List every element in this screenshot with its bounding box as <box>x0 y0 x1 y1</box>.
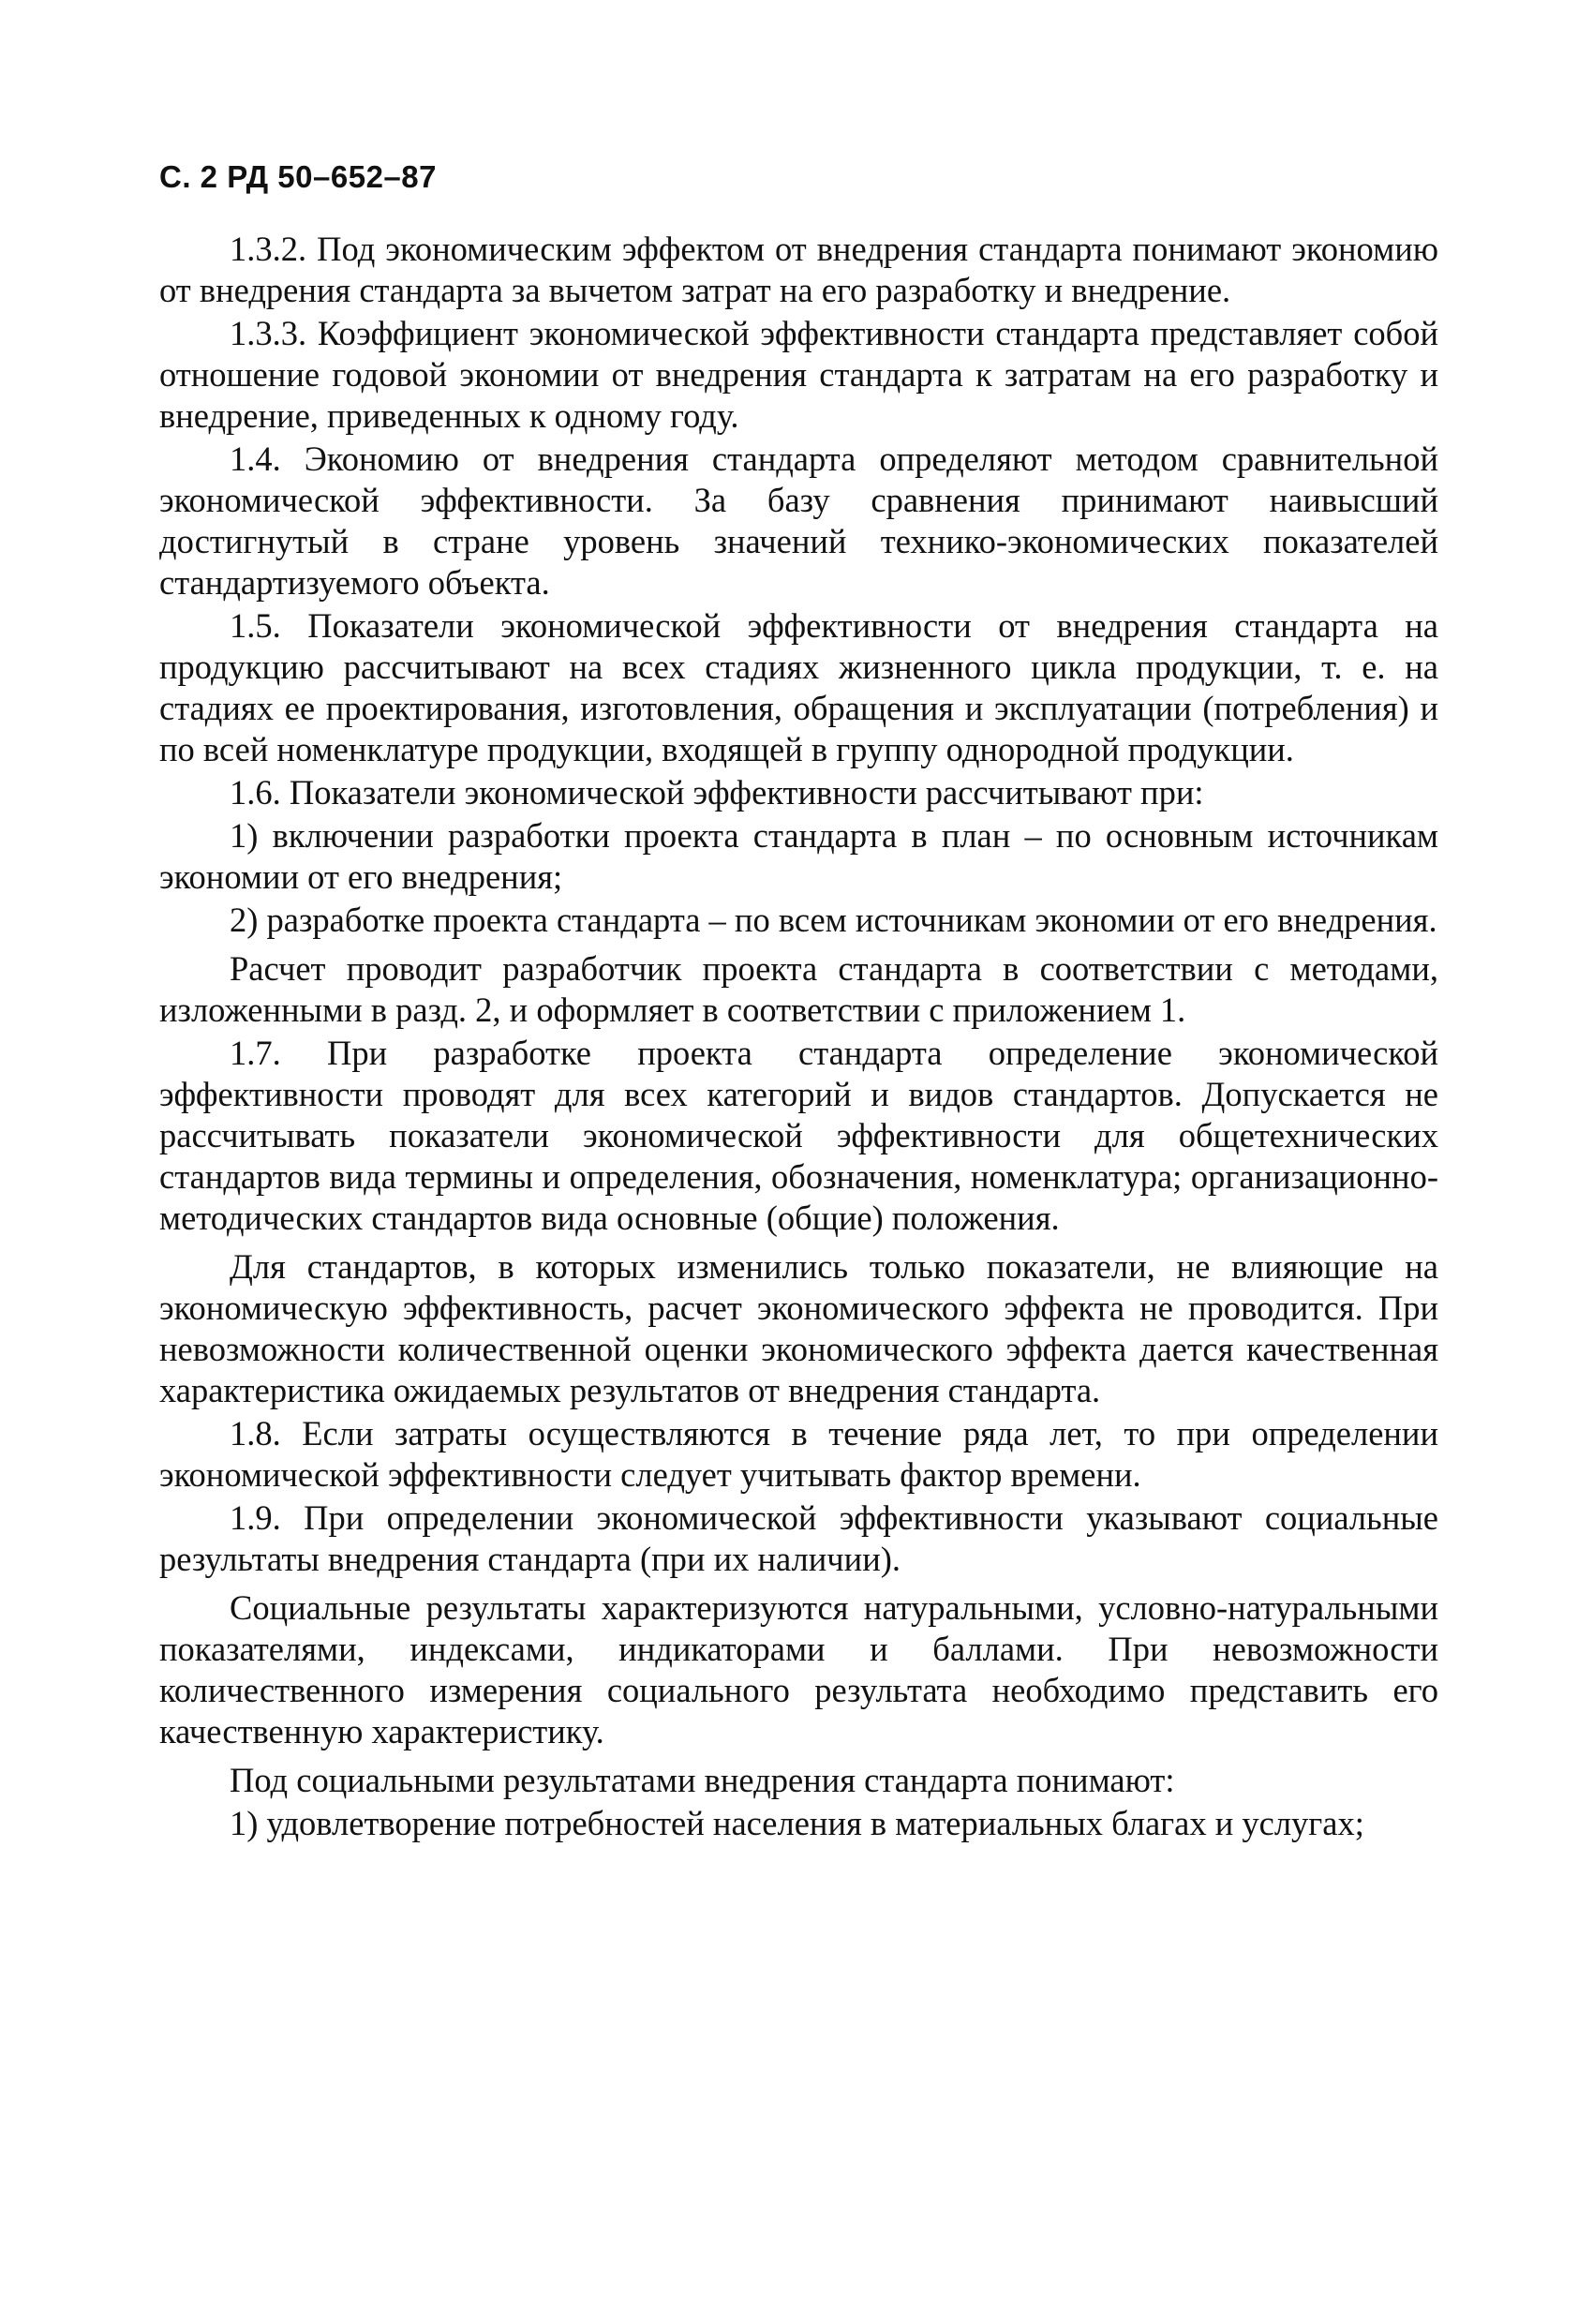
list-item-1-6-1: 1) включении разработки проекта стандарта в план – по основным источникам экономии от его внедрения; <box>159 816 1438 896</box>
paragraph-1-7: 1.7. При разработке проекта стандарта определение экономической эффективности проводят для всех категорий и видов стандартов. Допускается не рассчитывать показатели экономической эффективности для общетехнических стандартов вида термины и определения, обозначения, номенклатура; организационно-методических стандартов вида основные (общие) положения. <box>159 1034 1438 1237</box>
paragraph-1-3-2: 1.3.2. Под экономическим эффектом от внедрения стандарта понимают экономию от внедрения стандарта за вычетом затрат на его разработку и внедрение. <box>159 230 1438 309</box>
document-page <box>159 159 1438 2258</box>
paragraph-1-6: 1.6. Показатели экономической эффективности рассчитывают при: <box>230 773 1204 812</box>
paragraph-1-3-3: 1.3.3. Коэффициент экономической эффективности стандарта представляет собой отношение годовой экономии от внедрения стандарта к затратам на его разработку и внедрение, приведенных к одному году. <box>159 314 1438 435</box>
paragraph-standards-note: Для стандартов, в которых изменились только показатели, не влияющие на экономическую эффективность, расчет экономического эффекта не проводится. При невозможности количественной оценки экономического эффекта дается качественная характеристика ожидаемых результатов от внедрения стандарта. <box>159 1247 1438 1409</box>
document-body <box>159 229 1438 1844</box>
paragraph-1-8: 1.8. Если затраты осуществляются в течение ряда лет, то при определении экономической эффективности следует учитывать фактор времени. <box>159 1414 1438 1494</box>
paragraph-1-5: 1.5. Показатели экономической эффективности от внедрения стандарта на продукцию рассчитывают на всех стадиях жизненного цикла продукции, т. е. на стадиях ее проектирования, изготовления, обращения и эксплуатации (потребления) и по всей номенклатуре продукции, входящей в группу однородной продукции. <box>159 606 1438 768</box>
page-header: С. 2 РД 50–652–87 <box>159 159 437 194</box>
paragraph-calculation: Расчет проводит разработчик проекта стандарта в соответствии с методами, изложенными в разд. 2, и оформляет в соответствии с приложением 1. <box>159 949 1438 1029</box>
paragraph-1-9: 1.9. При определении экономической эффективности указывают социальные результаты внедрения стандарта (при их наличии). <box>159 1498 1438 1578</box>
paragraph-1-4: 1.4. Экономию от внедрения стандарта определяют методом сравнительной экономической эффективности. За базу сравнения принимают наивысший достигнутый в стране уровень значений технико-экономических показателей стандартизуемого объекта. <box>159 439 1438 602</box>
list-item-1-6-2: 2) разработке проекта стандарта – по всем источникам экономии от его внедрения. <box>230 901 1437 939</box>
paragraph-social-definition: Под социальными результатами внедрения стандарта понимают: <box>230 1761 1175 1799</box>
list-item-social-1: 1) удовлетворение потребностей населения в материальных благах и услугах; <box>230 1804 1364 1842</box>
paragraph-social-results: Социальные результаты характеризуются натуральными, условно-натуральными показателями, индексами, индикаторами и баллами. При невозможности количественного измерения социального результата необходимо представить его качественную характеристику. <box>159 1588 1438 1750</box>
